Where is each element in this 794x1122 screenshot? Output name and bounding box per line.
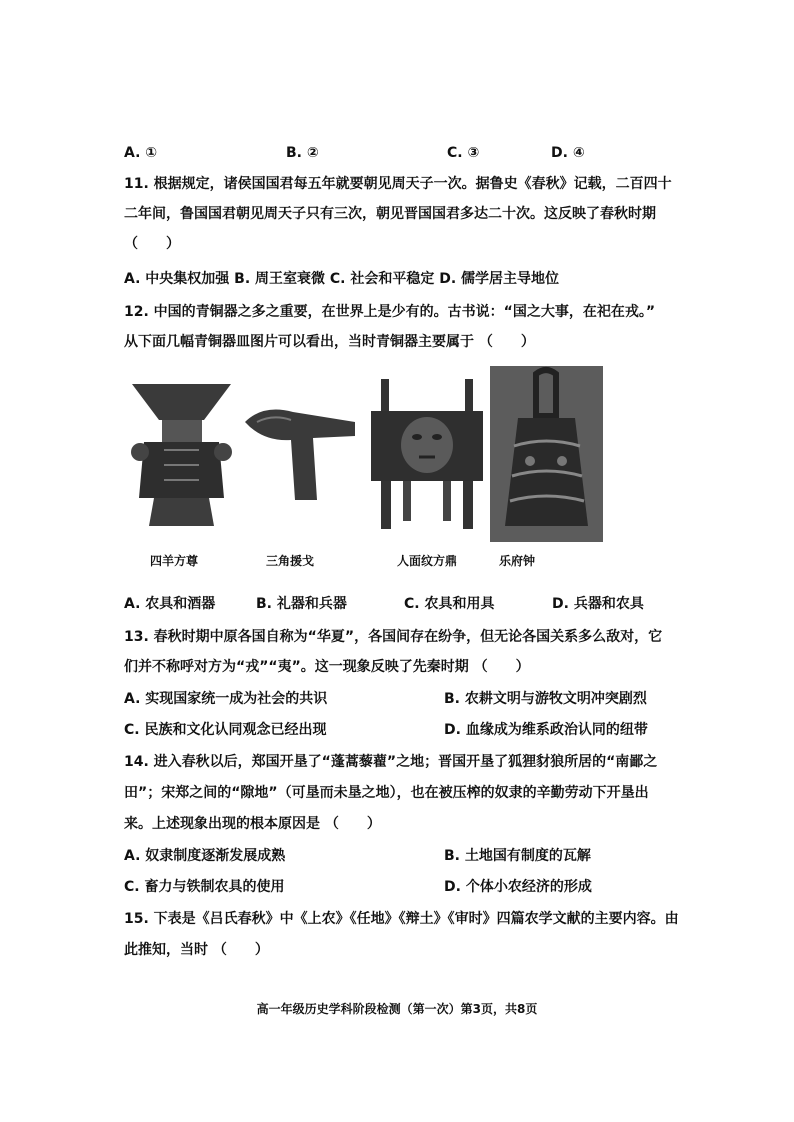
q14-stem-line2: 田”；宋郑之间的“隙地”（可垦而未垦之地），也在被压榨的奴隶的辛勤劳动下开垦出 bbox=[124, 785, 649, 801]
q12-stem-line2: 从下面几幅青铜器皿图片可以看出，当时青铜器主要属于 （ ） bbox=[124, 334, 535, 350]
q14-option-c: C. 畜力与铁制农具的使用 bbox=[124, 879, 285, 895]
q14-stem-line1: 14. 进入春秋以后，郑国开垦了“蓬蒿藜藋”之地；晋国开垦了狐狸豺狼所居的“南鄙之 bbox=[124, 754, 658, 770]
q14-option-d: D. 个体小农经济的形成 bbox=[444, 879, 592, 895]
q12-option-c: C. 农具和用具 bbox=[404, 596, 495, 612]
four-goat-zun-image bbox=[124, 380, 239, 530]
human-face-ding-image bbox=[367, 375, 487, 535]
q13-option-c: C. 民族和文化认同观念已经出现 bbox=[124, 722, 327, 738]
q14-option-b: B. 土地国有制度的瓦解 bbox=[444, 848, 591, 864]
triangle-ge-dagger-image bbox=[243, 400, 358, 505]
q12-option-a: A. 农具和酒器 bbox=[124, 596, 216, 612]
q11-stem-line1: 11. 根据规定，诸侯国国君每五年就要朝见周天子一次。据鲁史《春秋》记载，二百四十 bbox=[124, 176, 672, 192]
q13-option-b: B. 农耕文明与游牧文明冲突剧烈 bbox=[444, 691, 647, 707]
q11-answer-blank: （ ） bbox=[124, 236, 180, 252]
q13-stem-line2: 们并不称呼对方为“戎”“夷”。这一现象反映了先秦时期 （ ） bbox=[124, 659, 530, 675]
q11-options: A. 中央集权加强 B. 周王室衰微 C. 社会和平稳定 D. 儒学居主导地位 bbox=[124, 271, 560, 287]
yuefu-bell-image bbox=[490, 366, 603, 542]
caption-four-goat-zun: 四羊方尊 bbox=[150, 554, 199, 568]
q13-option-a: A. 实现国家统一成为社会的共识 bbox=[124, 691, 328, 707]
q10-option-a: A. ① bbox=[124, 145, 158, 161]
page-footer: 高一年级历史学科阶段检测（第一次）第3页，共8页 bbox=[256, 1002, 538, 1016]
q10-option-b: B. ② bbox=[286, 145, 319, 161]
q15-stem-line2: 此推知，当时 （ ） bbox=[124, 942, 269, 958]
q12-option-b: B. 礼器和兵器 bbox=[256, 596, 347, 612]
q11-stem-line2: 二年间，鲁国国君朝见周天子只有三次，朝见晋国国君多达二十次。这反映了春秋时期 bbox=[124, 206, 656, 222]
q13-option-d: D. 血缘成为维系政治认同的纽带 bbox=[444, 722, 648, 738]
caption-face-ding: 人面纹方鼎 bbox=[397, 554, 458, 568]
q12-option-d: D. 兵器和农具 bbox=[552, 596, 644, 612]
caption-triangle-ge: 三角援戈 bbox=[266, 554, 315, 568]
q12-stem-line1: 12. 中国的青铜器之多之重要，在世界上是少有的。古书说：“国之大事，在祀在戎。” bbox=[124, 304, 656, 320]
caption-yuefu-bell: 乐府钟 bbox=[499, 554, 536, 568]
q10-option-d: D. ④ bbox=[551, 145, 585, 161]
q15-stem-line1: 15. 下表是《吕氏春秋》中《上农》《任地》《辩土》《审时》四篇农学文献的主要内容。由 bbox=[124, 911, 679, 927]
q13-stem-line1: 13. 春秋时期中原各国自称为“华夏”，各国间存在纷争，但无论各国关系多么敌对，它 bbox=[124, 629, 663, 645]
q14-option-a: A. 奴隶制度逐渐发展成熟 bbox=[124, 848, 286, 864]
q14-stem-line3: 来。上述现象出现的根本原因是 （ ） bbox=[124, 816, 381, 832]
q10-option-c: C. ③ bbox=[447, 145, 480, 161]
